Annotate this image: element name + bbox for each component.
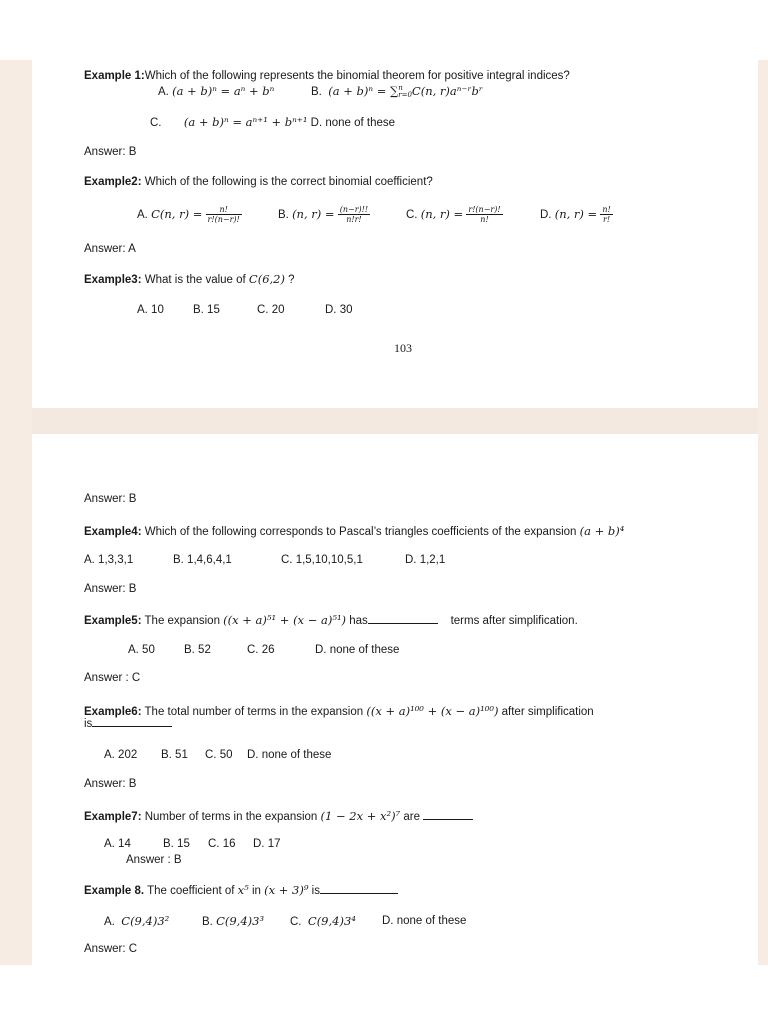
- example-8-option-d: D. none of these: [382, 915, 467, 927]
- example-2-option-c: C. (n, r) = $\frac{r!(n-r)!}{n!}$: [406, 205, 501, 225]
- fraction: $\frac{n!}{r!}$: [602, 205, 611, 225]
- example-3-option-c: C. 20: [257, 304, 285, 316]
- example-3-option-b: B. 15: [193, 304, 220, 316]
- example-6-option-c: C. 50: [205, 749, 233, 761]
- example-2-answer: Answer: A: [84, 243, 136, 255]
- example-4-label: Example4:: [84, 526, 142, 538]
- example-4-option-b: B. 1,4,6,4,1: [173, 554, 232, 566]
- fraction: $\frac{n!}{r!(n-r)!}$: [207, 205, 240, 225]
- example-4-question: Example4: Which of the following corresponds to Pascal’s triangles coefficients of the expansion (a + b)⁴: [84, 524, 625, 538]
- example-5-option-d: D. none of these: [315, 644, 400, 656]
- example-4-option-c: C. 1,5,10,10,5,1: [281, 554, 363, 566]
- example-3-answer: Answer: B: [84, 493, 137, 505]
- answer-blank: [423, 819, 473, 820]
- example-1-question: [84, 69, 570, 83]
- example-2-label: Example2:: [84, 176, 142, 188]
- example-3-label: Example3:: [84, 274, 142, 286]
- example-5-option-c: C. 26: [247, 644, 275, 656]
- example-7-question: Example7: Number of terms in the expansion (1 − 2x + x²)⁷ are: [84, 809, 473, 824]
- fraction: $\frac{r!(n-r)!}{n!}$: [468, 205, 501, 225]
- example-2-option-b: B. (n, r) = $\frac{(n-r)!!}{n!r!}$: [278, 205, 369, 225]
- example-7-option-c: C. 16: [208, 838, 236, 850]
- example-8-option-b: B. C(9,4)3³: [202, 914, 265, 928]
- example-3-question: Example3: What is the value of C(6,2) ?: [84, 272, 295, 286]
- example-8-answer: Answer: C: [84, 943, 138, 955]
- example-2-option-a: A. C(n, r) = $\frac{n!}{r!(n-r)!}$: [137, 205, 240, 225]
- answer-blank: [320, 893, 398, 894]
- example-7-option-d: D. 17: [253, 838, 281, 850]
- example-8-question: Example 8. The coefficient of x⁵ in (x + 3)⁹ is: [84, 883, 398, 898]
- example-6-option-d: D. none of these: [247, 749, 332, 761]
- example-8-option-c: C. C(9,4)3⁴: [290, 914, 356, 928]
- example-5-option-a: A. 50: [128, 644, 155, 656]
- example-7-option-b: B. 15: [163, 838, 190, 850]
- example-1-option-b: B. (a + b)ⁿ = ∑ n r=0 C(n, r)aⁿ⁻ʳbʳ: [311, 83, 483, 99]
- example-7-answer: Answer : B: [126, 854, 182, 866]
- fraction: $\frac{(n-r)!!}{n!r!}$: [339, 205, 369, 225]
- example-3-option-d: D. 30: [325, 304, 353, 316]
- example-1-answer: Answer: B: [84, 146, 137, 158]
- example-1-option-c: C. (a + b)ⁿ = aⁿ⁺¹ + bⁿ⁺¹ D. none of these: [150, 115, 396, 129]
- page-number: 103: [394, 341, 412, 355]
- page-separator: [32, 408, 758, 434]
- example-1-option-a: A. (a + b)ⁿ = aⁿ + bⁿ: [158, 84, 275, 98]
- example-8-option-a: A. C(9,4)3²: [104, 914, 170, 928]
- example-4-answer: Answer: B: [84, 583, 137, 595]
- example-4-option-a: A. 1,3,3,1: [84, 554, 134, 566]
- example-8-label: Example 8.: [84, 885, 145, 897]
- example-5-question: Example5: The expansion ((x + a)⁵¹ + (x − a)⁵¹) has terms after simplification.: [84, 613, 578, 627]
- example-6-label: Example6:: [84, 706, 142, 718]
- example-3-option-a: A. 10: [137, 304, 164, 316]
- example-7-label: Example7:: [84, 811, 142, 823]
- example-6-option-a: A. 202: [104, 749, 138, 761]
- example-2-question: Example2: Which of the following is the correct binomial coefficient?: [84, 176, 433, 188]
- example-5-answer: Answer : C: [84, 672, 141, 684]
- example-6-question: Example6: The total number of terms in the expansion ((x + a)¹⁰⁰ + (x − a)¹⁰⁰) after simplification: [84, 704, 594, 718]
- document-page-103: [32, 60, 758, 408]
- example-1-label: Example 1:: [84, 70, 145, 82]
- example-5-option-b: B. 52: [184, 644, 211, 656]
- answer-blank: [368, 623, 438, 624]
- answer-blank: [92, 726, 172, 727]
- example-6-option-b: B. 51: [161, 749, 188, 761]
- example-1-text: Which of the following represents the binomial theorem for positive integral indices?: [144, 70, 570, 82]
- example-6-answer: Answer: B: [84, 778, 137, 790]
- example-6-question-line2: is: [84, 717, 172, 731]
- example-5-label: Example5:: [84, 615, 142, 627]
- example-2-option-d: D. (n, r) = $\frac{n!}{r!}$: [540, 205, 611, 225]
- example-7-option-a: A. 14: [104, 838, 131, 850]
- example-4-option-d: D. 1,2,1: [405, 554, 446, 566]
